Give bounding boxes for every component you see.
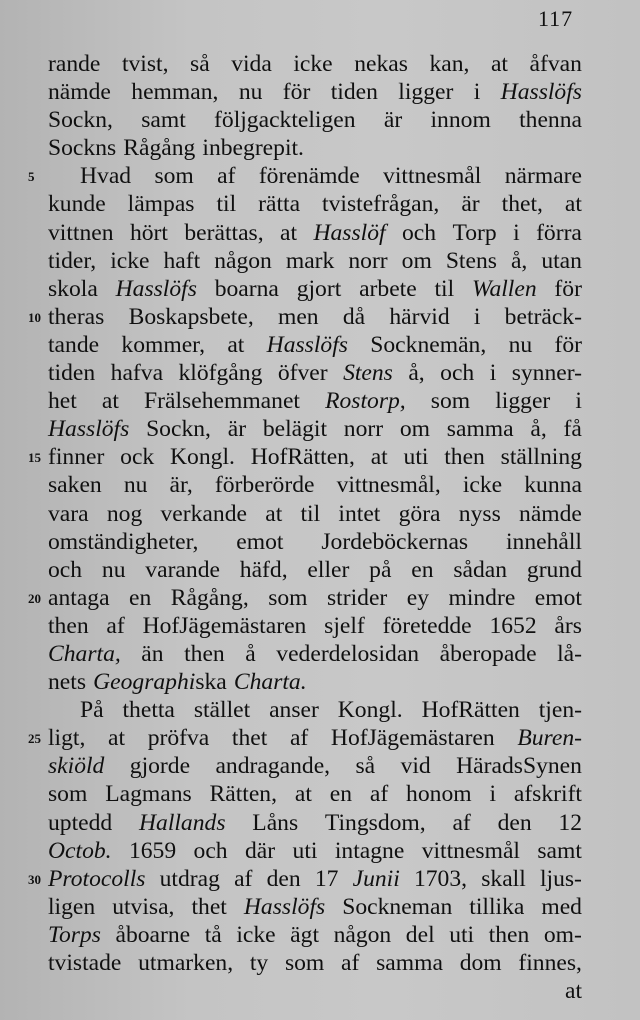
word: Rågång, bbox=[170, 584, 249, 611]
word: icke bbox=[293, 51, 333, 77]
word: Charta. bbox=[233, 669, 307, 696]
word: nyss bbox=[458, 500, 501, 527]
word: på bbox=[369, 556, 392, 583]
word: i bbox=[489, 360, 497, 387]
line-number: 25 bbox=[28, 731, 41, 747]
word: Kongl. bbox=[170, 444, 235, 471]
word: åboarne bbox=[115, 921, 191, 948]
word: åfvan bbox=[529, 51, 582, 77]
word: är bbox=[227, 416, 247, 443]
word: uti bbox=[449, 921, 475, 948]
word: nu bbox=[508, 331, 533, 358]
word: å, bbox=[510, 247, 528, 274]
word: ligen bbox=[48, 893, 96, 920]
line-number: 10 bbox=[28, 309, 41, 325]
word: rande bbox=[48, 51, 101, 77]
word: thet, bbox=[501, 191, 543, 218]
word: anser bbox=[269, 697, 319, 724]
word: som bbox=[268, 584, 308, 611]
word: Octob. bbox=[48, 837, 112, 864]
word: vittnesmål, bbox=[336, 472, 441, 499]
word: och bbox=[401, 219, 437, 246]
word: ställning bbox=[500, 444, 582, 471]
text-line bbox=[48, 949, 582, 977]
word: ligger bbox=[398, 79, 454, 106]
word: förberörde bbox=[214, 472, 315, 499]
word: afskrift bbox=[513, 781, 582, 808]
word: icke bbox=[236, 921, 276, 948]
text-line bbox=[48, 837, 582, 865]
word: utvisa, bbox=[112, 893, 175, 920]
word: arbete bbox=[359, 275, 417, 302]
word: sjelf bbox=[324, 612, 365, 639]
text-line bbox=[28, 724, 582, 752]
text-line bbox=[48, 275, 582, 303]
text-line bbox=[48, 219, 582, 247]
word: om bbox=[399, 416, 431, 443]
word: hemman, bbox=[131, 79, 219, 106]
word: göra bbox=[398, 500, 441, 527]
word: vid bbox=[400, 753, 431, 780]
word: vittnesmål bbox=[421, 837, 520, 864]
word: åberopade bbox=[439, 640, 537, 667]
word: nog bbox=[106, 500, 143, 527]
word: thet bbox=[191, 893, 227, 920]
word: nämde bbox=[519, 500, 582, 527]
word: tå bbox=[204, 921, 222, 948]
word: samt bbox=[537, 837, 582, 864]
word: belägit bbox=[262, 416, 328, 443]
page-number: 117 bbox=[538, 6, 574, 31]
word: Boskapsbete, bbox=[128, 303, 254, 330]
word: en bbox=[129, 584, 152, 611]
word: kunde bbox=[48, 191, 106, 218]
word: mark bbox=[285, 247, 335, 274]
text-line bbox=[48, 921, 582, 949]
word: vida bbox=[231, 51, 272, 77]
text-line bbox=[48, 780, 582, 808]
word: för bbox=[554, 331, 582, 358]
word: lå- bbox=[557, 640, 582, 667]
word: verkande bbox=[160, 500, 247, 527]
word: at bbox=[564, 978, 582, 1005]
word: Hasslöfs bbox=[500, 79, 582, 106]
word: ock bbox=[120, 444, 155, 471]
word: honom bbox=[406, 781, 472, 808]
word: den bbox=[266, 865, 301, 892]
word: til bbox=[300, 500, 321, 527]
word: ey bbox=[406, 584, 430, 611]
word: icke bbox=[110, 247, 150, 274]
word: och bbox=[440, 360, 475, 387]
word: Sockneman bbox=[342, 893, 453, 920]
word: andragande, bbox=[215, 753, 331, 780]
word: tjen- bbox=[538, 697, 582, 724]
word: är, bbox=[169, 472, 193, 499]
word: förra bbox=[536, 219, 582, 246]
word: then bbox=[444, 444, 485, 471]
word: då bbox=[342, 303, 366, 330]
word: af bbox=[341, 950, 360, 976]
word: inbegrepit. bbox=[202, 135, 304, 162]
word: finnes, bbox=[518, 950, 582, 976]
word: icke bbox=[462, 472, 503, 499]
word: gjorde bbox=[129, 753, 191, 780]
word: haft bbox=[163, 247, 201, 274]
text-body bbox=[28, 50, 582, 1005]
word: at bbox=[564, 191, 582, 218]
word: Geographiska bbox=[93, 669, 227, 696]
word: af bbox=[217, 163, 236, 190]
word: at bbox=[280, 219, 298, 246]
word: om- bbox=[543, 921, 582, 948]
text-line bbox=[48, 612, 582, 640]
word: närmare bbox=[504, 163, 582, 190]
word: mindre bbox=[448, 584, 516, 611]
word: emot bbox=[236, 528, 284, 555]
word: varande bbox=[145, 556, 220, 583]
word: beträck- bbox=[504, 303, 582, 330]
word: Hvad bbox=[80, 163, 132, 190]
word: nu bbox=[123, 472, 148, 499]
text-line bbox=[48, 977, 582, 1005]
word: Frälsehemmanet bbox=[144, 388, 300, 415]
word: af bbox=[289, 725, 309, 752]
text-line bbox=[28, 443, 582, 471]
text-line bbox=[48, 106, 582, 134]
word: Rätten, bbox=[209, 781, 278, 808]
word: tvistade bbox=[48, 950, 122, 976]
word: där bbox=[245, 837, 276, 864]
word: uti bbox=[292, 837, 318, 864]
word: HofRätten, bbox=[250, 444, 355, 471]
word: tande bbox=[48, 331, 100, 358]
word: å bbox=[245, 640, 256, 667]
text-line bbox=[48, 528, 582, 556]
word: Sockns bbox=[48, 135, 117, 162]
word: innehåll bbox=[505, 528, 582, 555]
word: Rostorp, bbox=[325, 388, 406, 415]
text-line bbox=[48, 134, 582, 162]
word: tvistefrågan, bbox=[322, 191, 440, 218]
text-line bbox=[48, 190, 582, 218]
word: ligt, bbox=[48, 725, 86, 752]
word: den bbox=[497, 809, 532, 836]
word: ty bbox=[249, 950, 269, 976]
word: som bbox=[154, 163, 194, 190]
word: dom bbox=[459, 950, 502, 976]
text-line bbox=[48, 752, 582, 780]
word: het bbox=[48, 388, 77, 415]
word: emot bbox=[534, 584, 582, 611]
word: Hasslöf bbox=[313, 219, 386, 246]
word: uptedd bbox=[48, 809, 113, 836]
word: någon bbox=[333, 921, 392, 948]
word: Charta, bbox=[48, 640, 121, 667]
word: Socknemän, bbox=[370, 331, 487, 358]
word: i bbox=[489, 781, 496, 808]
word: utdrag bbox=[159, 865, 220, 892]
word: med bbox=[541, 893, 582, 920]
word: Buren- bbox=[517, 725, 582, 752]
word: nu bbox=[101, 556, 126, 583]
text-line bbox=[48, 500, 582, 528]
word: skall bbox=[481, 865, 526, 892]
word: til bbox=[216, 191, 237, 218]
word: af bbox=[452, 809, 471, 836]
word: at bbox=[294, 781, 312, 808]
text-line bbox=[48, 696, 582, 724]
word: ljus- bbox=[539, 865, 582, 892]
word: saken bbox=[48, 472, 102, 499]
word: för bbox=[554, 275, 582, 302]
word: Wallen bbox=[471, 275, 537, 302]
word: hört bbox=[129, 219, 168, 246]
line-number: 20 bbox=[28, 590, 41, 606]
word: är bbox=[383, 107, 403, 134]
text-line bbox=[48, 556, 582, 584]
word: i bbox=[513, 219, 520, 246]
word: til bbox=[434, 275, 455, 302]
word: få bbox=[563, 416, 582, 443]
word: om bbox=[401, 247, 432, 274]
word: then bbox=[184, 640, 225, 667]
word: theras bbox=[48, 303, 105, 330]
word: är bbox=[461, 191, 480, 218]
word: företedde bbox=[382, 612, 472, 639]
word: i bbox=[575, 388, 582, 415]
word: vara bbox=[48, 500, 89, 527]
word: intet bbox=[338, 500, 381, 527]
word: at bbox=[370, 444, 388, 471]
text-line bbox=[28, 584, 582, 612]
word: af bbox=[106, 612, 125, 639]
word: Hasslöfs bbox=[115, 275, 197, 302]
word: Hallands bbox=[138, 809, 226, 836]
word: tiden bbox=[48, 360, 96, 387]
word: Hasslöfs bbox=[266, 331, 348, 358]
line-number: 5 bbox=[28, 169, 35, 185]
text-line bbox=[48, 387, 582, 415]
word: Torps bbox=[48, 921, 101, 948]
word: utan bbox=[541, 247, 582, 274]
text-line bbox=[48, 78, 582, 106]
word: som bbox=[284, 950, 325, 976]
word: tider, bbox=[48, 247, 97, 274]
word: Stens bbox=[343, 360, 393, 387]
word: 12 bbox=[558, 809, 582, 836]
word: thenna bbox=[519, 107, 582, 134]
word: än bbox=[141, 640, 164, 667]
word: omständigheter, bbox=[48, 528, 199, 555]
word: skola bbox=[48, 275, 98, 302]
word: skiöld bbox=[48, 753, 105, 780]
word: innom bbox=[430, 107, 491, 134]
word: af bbox=[234, 865, 253, 892]
word: Rågång bbox=[123, 135, 196, 162]
word: HäradsSynen bbox=[456, 753, 582, 780]
word: tillika bbox=[469, 893, 525, 920]
word: thetta bbox=[122, 697, 175, 724]
word: kunna bbox=[524, 472, 582, 499]
word: sådan bbox=[453, 556, 508, 583]
word: en bbox=[411, 556, 434, 583]
word: at bbox=[101, 388, 119, 415]
word: HofJägemästaren bbox=[330, 725, 495, 752]
word: vederdelosidan bbox=[276, 640, 420, 667]
word: 1703, bbox=[413, 865, 468, 892]
text-line bbox=[48, 668, 582, 696]
text-line bbox=[48, 893, 582, 921]
word: kan, bbox=[429, 51, 470, 77]
word: Junii bbox=[352, 865, 400, 892]
word: norr bbox=[348, 247, 388, 274]
word: eller bbox=[307, 556, 350, 583]
word: utmarken, bbox=[138, 950, 234, 976]
word: Stens bbox=[445, 247, 497, 274]
line-number: 15 bbox=[28, 450, 41, 466]
word: boarna bbox=[214, 275, 279, 302]
word: som bbox=[430, 388, 471, 415]
word: och bbox=[193, 837, 228, 864]
word: Jordeböckernas bbox=[321, 528, 469, 555]
word: 1659 bbox=[128, 837, 177, 864]
word: Tingsdom, bbox=[324, 809, 426, 836]
word: års bbox=[554, 612, 582, 639]
text-line bbox=[28, 162, 582, 190]
word: gjort bbox=[296, 275, 342, 302]
word: följgackteligen bbox=[214, 107, 356, 134]
word: del bbox=[405, 921, 435, 948]
word: Sockn, bbox=[146, 416, 211, 443]
word: nets bbox=[48, 669, 87, 696]
word: i bbox=[473, 303, 481, 330]
word: at bbox=[265, 500, 283, 527]
word: grund bbox=[526, 556, 582, 583]
word: rätta bbox=[258, 191, 301, 218]
word: häfd, bbox=[239, 556, 288, 583]
text-line bbox=[48, 359, 582, 387]
word: tiden bbox=[330, 79, 378, 106]
word: nämde bbox=[48, 79, 111, 106]
word: härvid bbox=[389, 303, 450, 330]
word: ägt bbox=[290, 921, 319, 948]
text-line bbox=[48, 247, 582, 275]
word: Sockn, bbox=[48, 107, 113, 134]
word: och bbox=[48, 556, 83, 583]
word: then bbox=[48, 612, 89, 639]
word: stället bbox=[193, 697, 251, 724]
word: lämpas bbox=[127, 191, 195, 218]
word: HofJägemästaren bbox=[142, 612, 307, 639]
word: ligger bbox=[495, 388, 551, 415]
word: Protocolls bbox=[48, 865, 146, 892]
word: för bbox=[282, 79, 311, 106]
word: berättas, bbox=[184, 219, 264, 246]
word: vittnesmål bbox=[383, 163, 482, 190]
word: 17 bbox=[314, 865, 339, 892]
word: nu bbox=[238, 79, 263, 106]
word: vittnen bbox=[48, 219, 114, 246]
word: som bbox=[48, 781, 88, 808]
text-line bbox=[48, 809, 582, 837]
word: samma bbox=[376, 950, 443, 976]
word: i bbox=[473, 79, 481, 106]
word: tvist, bbox=[121, 51, 169, 77]
text-line bbox=[48, 471, 582, 499]
word: intagne bbox=[334, 837, 405, 864]
word: men bbox=[277, 303, 319, 330]
word: någon bbox=[214, 247, 272, 274]
word: finner bbox=[48, 444, 105, 471]
word: samt bbox=[141, 107, 186, 134]
text-line bbox=[48, 415, 582, 443]
text-line bbox=[48, 50, 582, 78]
word: Torp bbox=[452, 219, 497, 246]
word: at bbox=[108, 725, 126, 752]
word: På bbox=[80, 697, 104, 724]
word: synner- bbox=[511, 360, 582, 387]
word: norr bbox=[343, 416, 384, 443]
word: HofRätten bbox=[421, 697, 520, 724]
word: öfver bbox=[277, 360, 328, 387]
word: pröfva bbox=[147, 725, 210, 752]
word: klöfgång bbox=[178, 360, 263, 387]
word: uti bbox=[403, 444, 429, 471]
word: å, bbox=[530, 416, 547, 443]
word: Låns bbox=[252, 809, 299, 836]
word: at bbox=[490, 51, 508, 77]
text-line bbox=[28, 865, 582, 893]
word: thet bbox=[231, 725, 268, 752]
text-line bbox=[28, 303, 582, 331]
word: kommer, bbox=[121, 331, 205, 358]
word: så bbox=[355, 753, 376, 780]
word: å, bbox=[408, 360, 425, 387]
word: Kongl. bbox=[337, 697, 403, 724]
text-line bbox=[48, 331, 582, 359]
line-number: 30 bbox=[28, 871, 41, 887]
word: af bbox=[369, 781, 389, 808]
word: hafva bbox=[110, 360, 164, 387]
word: antaga bbox=[48, 584, 110, 611]
word: at bbox=[227, 331, 245, 358]
word: samma bbox=[446, 416, 514, 443]
word: Hasslöfs bbox=[243, 893, 326, 920]
word: Hasslöfs bbox=[48, 416, 130, 443]
word: Lagmans bbox=[105, 781, 192, 808]
word: förenämde bbox=[258, 163, 360, 190]
text-line bbox=[48, 640, 582, 668]
word: then bbox=[488, 921, 530, 948]
word: strider bbox=[327, 584, 388, 611]
word: så bbox=[190, 51, 210, 77]
word: 1652 bbox=[489, 612, 537, 639]
word: nekas bbox=[354, 51, 408, 77]
word: en bbox=[329, 781, 353, 808]
